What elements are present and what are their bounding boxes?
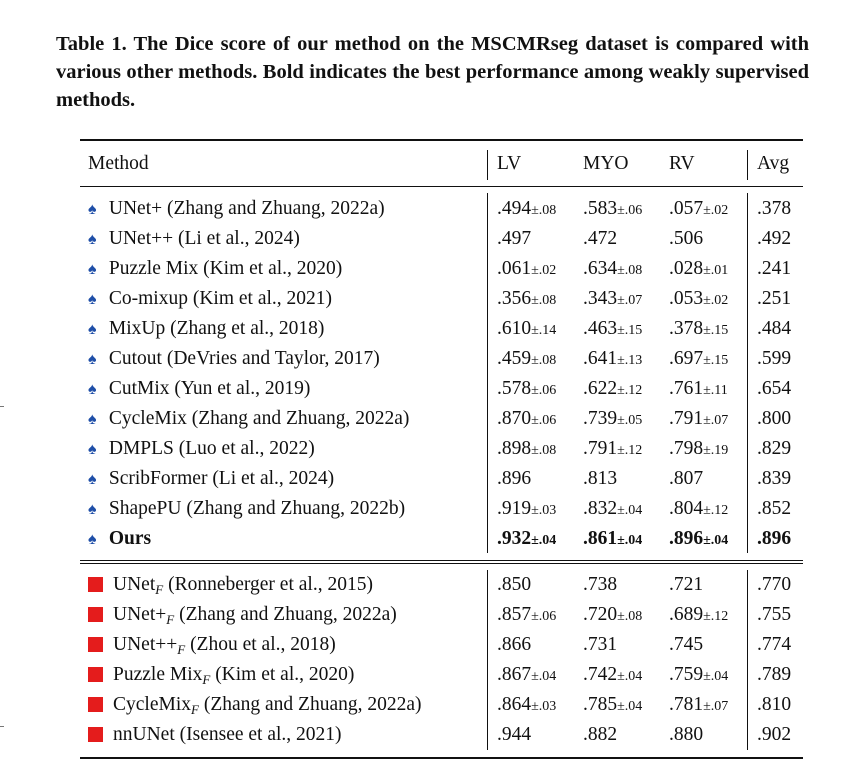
red-square-icon — [88, 607, 103, 622]
std-myo: ±.04 — [617, 669, 643, 684]
table-row — [0, 314, 863, 344]
std-rv: ±.02 — [703, 293, 729, 308]
cell-lv — [497, 494, 556, 526]
cell-myo — [583, 494, 642, 526]
spade-icon: ♠ — [88, 291, 97, 308]
cell-myo — [583, 254, 642, 286]
cell-avg: .810 — [757, 694, 792, 715]
cell-avg: .839 — [757, 468, 792, 489]
cell-avg: .770 — [757, 574, 792, 595]
cell-method — [88, 630, 336, 661]
cell-myo — [583, 464, 617, 494]
cell-method — [88, 600, 397, 631]
std-lv: ±.03 — [531, 503, 557, 518]
cell-method — [88, 494, 405, 525]
value-rv: .689 — [669, 604, 704, 625]
value-rv: .781 — [669, 694, 704, 715]
value-rv: .057 — [669, 198, 704, 219]
cell-myo — [583, 434, 642, 466]
table-row — [0, 374, 863, 404]
std-rv: ±.12 — [703, 609, 729, 624]
std-rv: ±.01 — [703, 263, 729, 278]
std-rv: ±.15 — [703, 353, 729, 368]
header-myo: MYO — [583, 153, 629, 174]
value-rv: .378 — [669, 318, 704, 339]
cell-rv — [669, 660, 728, 692]
std-lv: ±.06 — [531, 413, 557, 428]
method-name: UNet — [113, 574, 156, 595]
std-lv: ±.06 — [531, 383, 557, 398]
value-myo: .343 — [583, 288, 618, 309]
cell-lv — [497, 630, 531, 660]
method-subscript: F — [191, 702, 199, 717]
cell-lv — [497, 660, 556, 692]
cell-method — [88, 374, 310, 405]
cell-method — [88, 570, 373, 601]
cell-avg: .492 — [757, 228, 792, 249]
method-name: Ours — [108, 528, 152, 549]
cell-myo — [583, 720, 617, 750]
cell-myo — [583, 404, 642, 436]
cell-lv — [497, 224, 531, 254]
value-lv: .494 — [497, 198, 532, 219]
red-square-icon — [88, 727, 103, 742]
cell-method — [88, 660, 354, 691]
table-row — [0, 600, 863, 630]
table-row — [0, 570, 863, 600]
cell-method — [88, 720, 342, 750]
std-rv: ±.11 — [703, 383, 728, 398]
cell-rv — [669, 374, 728, 406]
group-separator-rule — [80, 560, 803, 561]
table-row — [0, 630, 863, 660]
method-name: Co-mixup (Kim et al., 2021) — [108, 288, 333, 309]
value-lv: .578 — [497, 378, 532, 399]
spade-icon: ♠ — [88, 231, 97, 248]
value-myo: .739 — [583, 408, 618, 429]
cell-rv — [669, 224, 703, 254]
cell-rv — [669, 254, 728, 286]
std-myo: ±.05 — [617, 413, 643, 428]
left-edge-tick — [0, 406, 4, 407]
value-rv: .804 — [669, 498, 704, 519]
method-subscript: F — [202, 672, 211, 687]
table-row — [0, 434, 863, 464]
value-rv: .880 — [669, 724, 704, 745]
method-name: UNet++ (Li et al., 2024) — [108, 228, 300, 249]
value-lv: .061 — [497, 258, 532, 279]
header-rv: RV — [669, 153, 695, 174]
cell-lv — [497, 194, 556, 226]
cell-rv — [669, 720, 703, 750]
value-lv: .850 — [497, 574, 532, 595]
column-divider-method — [487, 193, 488, 553]
cell-avg: .896 — [757, 528, 792, 549]
cell-avg: .484 — [757, 318, 792, 339]
method-name: UNet++ — [113, 634, 178, 655]
std-myo: ±.08 — [617, 263, 643, 278]
method-name: CutMix (Yun et al., 2019) — [108, 378, 311, 399]
std-lv: ±.08 — [531, 353, 557, 368]
table-row — [0, 720, 863, 750]
std-myo: ±.07 — [617, 293, 643, 308]
std-rv: ±.04 — [703, 533, 729, 548]
cell-avg: .251 — [757, 288, 792, 309]
method-subscript: F — [177, 642, 186, 657]
value-rv: .697 — [669, 348, 704, 369]
cell-method — [88, 464, 334, 495]
std-rv: ±.12 — [703, 503, 729, 518]
red-square-icon — [88, 637, 103, 652]
cell-lv — [497, 314, 556, 346]
cell-rv — [669, 404, 728, 436]
header-lv: LV — [497, 153, 522, 174]
cell-avg: .852 — [757, 498, 792, 519]
value-lv: .459 — [497, 348, 532, 369]
red-square-icon — [88, 667, 103, 682]
header-rule — [80, 186, 803, 187]
cell-method — [88, 344, 380, 375]
cell-method — [88, 434, 315, 465]
cell-myo — [583, 344, 642, 376]
cell-myo — [583, 660, 642, 692]
value-rv: .506 — [669, 228, 704, 249]
table-top-rule — [80, 139, 803, 141]
value-myo: .720 — [583, 604, 618, 625]
value-rv: .028 — [669, 258, 704, 279]
value-myo: .832 — [583, 498, 618, 519]
cell-lv — [497, 570, 531, 600]
cell-avg: .902 — [757, 724, 792, 745]
std-myo: ±.04 — [617, 503, 643, 518]
cell-lv — [497, 600, 556, 632]
cell-myo — [583, 600, 642, 632]
value-lv: .932 — [497, 528, 532, 549]
cell-lv — [497, 434, 556, 466]
table-row — [0, 344, 863, 374]
value-lv: .864 — [497, 694, 532, 715]
value-lv: .866 — [497, 634, 532, 655]
value-rv: .745 — [669, 634, 704, 655]
value-lv: .898 — [497, 438, 532, 459]
cell-avg: .800 — [757, 408, 792, 429]
cell-method — [88, 524, 151, 555]
cell-avg: .599 — [757, 348, 792, 369]
spade-icon: ♠ — [88, 201, 97, 218]
value-myo: .785 — [583, 694, 618, 715]
method-citation: (Ronneberger et al., 2015) — [163, 574, 373, 595]
method-name: UNet+ (Zhang and Zhuang, 2022a) — [108, 198, 385, 219]
cell-rv — [669, 630, 703, 660]
std-rv: ±.02 — [703, 203, 729, 218]
std-myo: ±.04 — [617, 699, 643, 714]
std-rv: ±.19 — [703, 443, 729, 458]
value-lv: .896 — [497, 468, 532, 489]
table-header — [0, 149, 863, 179]
std-lv: ±.06 — [531, 609, 557, 624]
std-myo: ±.12 — [617, 383, 643, 398]
cell-myo — [583, 194, 642, 226]
cell-avg: .241 — [757, 258, 792, 279]
std-rv: ±.07 — [703, 413, 729, 428]
method-citation: (Kim et al., 2020) — [210, 664, 355, 685]
red-square-icon — [88, 697, 103, 712]
cell-myo — [583, 284, 642, 316]
value-rv: .798 — [669, 438, 704, 459]
cell-avg: .755 — [757, 604, 792, 625]
table-row — [0, 464, 863, 494]
cell-rv — [669, 434, 728, 466]
value-rv: .791 — [669, 408, 704, 429]
std-myo: ±.08 — [617, 609, 643, 624]
column-divider-avg — [747, 570, 748, 750]
cell-avg: .654 — [757, 378, 792, 399]
std-lv: ±.14 — [531, 323, 557, 338]
cell-lv — [497, 284, 556, 316]
value-myo: .641 — [583, 348, 618, 369]
cell-rv — [669, 690, 728, 722]
table-row — [0, 690, 863, 720]
cell-avg: .774 — [757, 634, 792, 655]
method-name: UNet+ — [113, 604, 167, 625]
method-name: ScribFormer (Li et al., 2024) — [108, 468, 335, 489]
std-myo: ±.12 — [617, 443, 643, 458]
value-lv: .610 — [497, 318, 532, 339]
cell-method — [88, 194, 385, 225]
method-name: DMPLS (Luo et al., 2022) — [108, 438, 315, 459]
value-rv: .761 — [669, 378, 704, 399]
value-myo: .791 — [583, 438, 618, 459]
cell-method — [88, 314, 324, 345]
cell-myo — [583, 690, 642, 722]
cell-rv — [669, 570, 703, 600]
value-lv: .919 — [497, 498, 532, 519]
value-myo: .463 — [583, 318, 618, 339]
std-lv: ±.08 — [531, 293, 557, 308]
method-citation: (Zhang and Zhuang, 2022a) — [198, 694, 422, 715]
table-row — [0, 404, 863, 434]
cell-rv — [669, 194, 728, 226]
red-square-icon — [88, 577, 103, 592]
cell-avg: .378 — [757, 198, 792, 219]
cell-rv — [669, 284, 728, 316]
header-method: Method — [88, 153, 149, 174]
method-subscript: F — [166, 612, 175, 627]
cell-method — [88, 254, 342, 285]
cell-method — [88, 404, 409, 435]
table-row — [0, 494, 863, 524]
cell-method — [88, 224, 300, 255]
method-subscript: F — [155, 582, 164, 597]
value-myo: .882 — [583, 724, 618, 745]
cell-myo — [583, 374, 642, 406]
spade-icon: ♠ — [88, 471, 97, 488]
method-name: nnUNet — [113, 724, 175, 745]
cell-method — [88, 690, 422, 721]
std-myo: ±.15 — [617, 323, 643, 338]
std-lv: ±.08 — [531, 443, 557, 458]
cell-lv — [497, 464, 531, 494]
method-citation: (Zhou et al., 2018) — [185, 634, 336, 655]
table-row — [0, 254, 863, 284]
std-lv: ±.04 — [531, 533, 557, 548]
std-myo: ±.06 — [617, 203, 643, 218]
table-row — [0, 194, 863, 224]
cell-avg: .789 — [757, 664, 792, 685]
table-caption: Table 1. The Dice score of our method on the MSCMRseg dataset is compared with various other methods. Bold indicates the best performance among weakly supervised methods. — [56, 33, 809, 111]
value-myo: .738 — [583, 574, 618, 595]
cell-rv — [669, 464, 703, 494]
std-myo: ±.13 — [617, 353, 643, 368]
method-name: Cutout (DeVries and Taylor, 2017) — [108, 348, 380, 369]
cell-avg: .829 — [757, 438, 792, 459]
value-rv: .807 — [669, 468, 704, 489]
value-myo: .472 — [583, 228, 618, 249]
method-name: CycleMix (Zhang and Zhuang, 2022a) — [108, 408, 410, 429]
cell-rv — [669, 524, 728, 556]
std-lv: ±.03 — [531, 699, 557, 714]
value-myo: .731 — [583, 634, 618, 655]
cell-method — [88, 284, 332, 315]
table-row — [0, 524, 863, 554]
method-name: ShapePU (Zhang and Zhuang, 2022b) — [108, 498, 406, 519]
cell-rv — [669, 494, 728, 526]
cell-lv — [497, 690, 556, 722]
column-divider-method — [487, 570, 488, 750]
cell-myo — [583, 224, 617, 254]
std-lv: ±.02 — [531, 263, 557, 278]
value-myo: .622 — [583, 378, 618, 399]
group-separator-rule-2 — [80, 563, 803, 564]
spade-icon: ♠ — [88, 351, 97, 368]
cell-lv — [497, 254, 556, 286]
spade-icon: ♠ — [88, 501, 97, 518]
std-rv: ±.15 — [703, 323, 729, 338]
method-citation: (Zhang and Zhuang, 2022a) — [174, 604, 397, 625]
std-rv: ±.07 — [703, 699, 729, 714]
value-myo: .583 — [583, 198, 618, 219]
value-myo: .742 — [583, 664, 618, 685]
cell-myo — [583, 314, 642, 346]
spade-icon: ♠ — [88, 381, 97, 398]
column-divider-method — [487, 150, 488, 180]
cell-myo — [583, 524, 642, 556]
method-citation: (Isensee et al., 2021) — [174, 724, 342, 745]
table-bottom-rule — [80, 757, 803, 759]
method-name: Puzzle Mix — [113, 664, 203, 685]
value-rv: .896 — [669, 528, 704, 549]
value-myo: .634 — [583, 258, 618, 279]
header-avg: Avg — [757, 153, 790, 174]
std-lv: ±.04 — [531, 669, 557, 684]
cell-rv — [669, 344, 728, 376]
cell-myo — [583, 630, 617, 660]
spade-icon: ♠ — [88, 261, 97, 278]
cell-lv — [497, 344, 556, 376]
cell-lv — [497, 374, 556, 406]
value-rv: .759 — [669, 664, 704, 685]
value-lv: .867 — [497, 664, 532, 685]
std-myo: ±.04 — [617, 533, 643, 548]
column-divider-avg — [747, 193, 748, 553]
method-name: CycleMix — [113, 694, 191, 715]
cell-lv — [497, 720, 531, 750]
value-lv: .857 — [497, 604, 532, 625]
std-lv: ±.08 — [531, 203, 557, 218]
cell-rv — [669, 600, 728, 632]
cell-rv — [669, 314, 728, 346]
std-rv: ±.04 — [703, 669, 729, 684]
spade-icon: ♠ — [88, 321, 97, 338]
spade-icon: ♠ — [88, 411, 97, 428]
table-row — [0, 284, 863, 314]
value-rv: .721 — [669, 574, 704, 595]
value-lv: .870 — [497, 408, 532, 429]
method-name: Puzzle Mix (Kim et al., 2020) — [108, 258, 343, 279]
value-myo: .813 — [583, 468, 618, 489]
cell-lv — [497, 404, 556, 436]
value-rv: .053 — [669, 288, 704, 309]
cell-lv — [497, 524, 556, 556]
column-divider-avg — [747, 150, 748, 180]
value-lv: .944 — [497, 724, 532, 745]
left-edge-tick — [0, 726, 4, 727]
cell-myo — [583, 570, 617, 600]
value-lv: .356 — [497, 288, 532, 309]
spade-icon: ♠ — [88, 531, 97, 548]
table-row — [0, 660, 863, 690]
table-row — [0, 224, 863, 254]
value-lv: .497 — [497, 228, 532, 249]
method-name: MixUp (Zhang et al., 2018) — [108, 318, 325, 339]
spade-icon: ♠ — [88, 441, 97, 458]
value-myo: .861 — [583, 528, 618, 549]
